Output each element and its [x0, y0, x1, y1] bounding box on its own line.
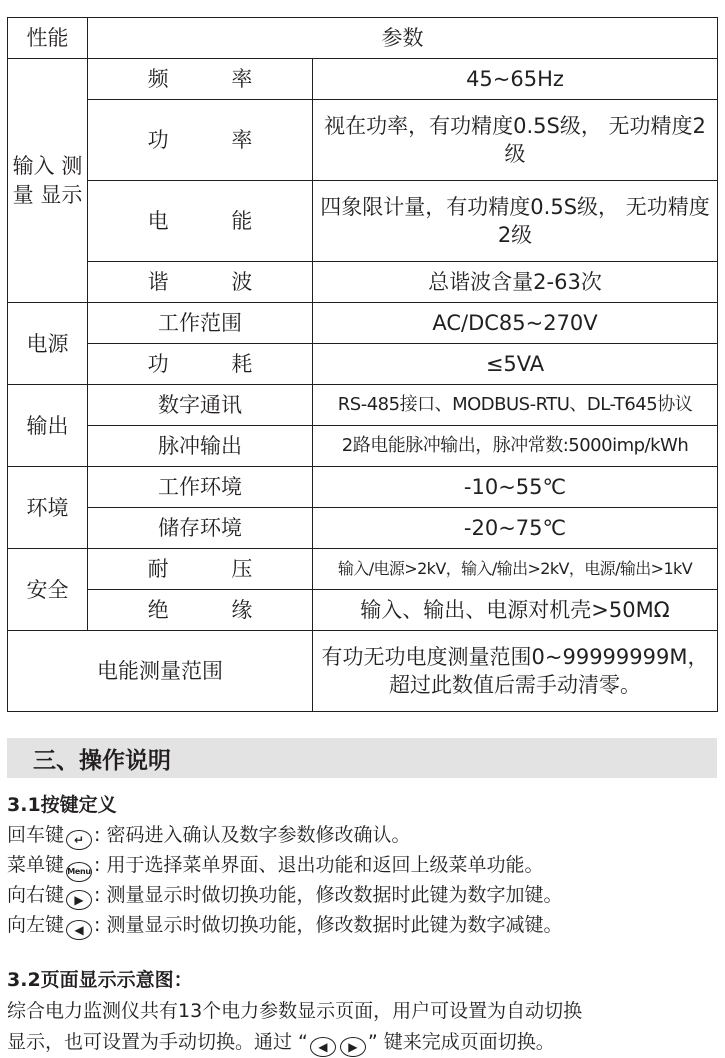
table-row	[8, 262, 718, 303]
group-input: 输入 测量 显示	[8, 59, 88, 303]
right-key-icon: ▶	[340, 1037, 366, 1057]
key-left-label: 向左键	[7, 914, 65, 936]
table-row	[8, 344, 718, 385]
table-header-row	[8, 18, 718, 59]
row-name: 功 耗	[88, 344, 313, 385]
row-value: 视在功率，有功精度0.5S级， 无功精度2级	[313, 100, 718, 181]
key-left-line	[7, 910, 562, 940]
table-row	[8, 426, 718, 467]
row-value: RS-485接口、MODBUS-RTU、DL-T645协议	[313, 385, 718, 426]
row-value: 输入/电源>2kV，输入/输出>2kV，电源/输出>1kV	[313, 549, 718, 590]
row-value: 四象限计量，有功精度0.5S级， 无功精度2级	[313, 181, 718, 262]
left-key-icon: ◀	[310, 1037, 336, 1057]
right-key-icon: ▶	[66, 890, 92, 910]
row-value: -10~55℃	[313, 467, 718, 508]
group-safety: 安全	[8, 549, 88, 631]
row-name: 工作范围	[88, 303, 313, 344]
row-name: 储存环境	[88, 508, 313, 549]
key-menu-label: 菜单键	[7, 854, 65, 876]
page-display-line1: 综合电力监测仪共有13个电力参数显示页面，用户可设置为自动切换	[7, 1000, 583, 1022]
key-enter-desc: : 密码进入确认及数字参数修改确认。	[94, 824, 411, 846]
group-power: 电源	[8, 303, 88, 385]
group-output: 输出	[8, 385, 88, 467]
page-display-line2a: 显示，也可设置为手动切换。通过 “	[7, 1031, 308, 1053]
row-value: 45~65Hz	[313, 59, 718, 100]
table-row	[8, 467, 718, 508]
row-name: 工作环境	[88, 467, 313, 508]
table-row	[8, 59, 718, 100]
row-value: -20~75℃	[313, 508, 718, 549]
table-row	[8, 303, 718, 344]
key-enter-label: 回车键	[7, 824, 65, 846]
table-row	[8, 631, 718, 712]
keys-title: 3.1按键定义	[7, 794, 117, 816]
section-title: 三、操作说明	[33, 748, 171, 774]
section-header	[7, 738, 717, 778]
spec-table	[7, 17, 718, 712]
row-value: 总谐波含量2-63次	[313, 262, 718, 303]
table-row	[8, 549, 718, 590]
key-menu-desc: : 用于选择菜单界面、退出功能和返回上级菜单功能。	[94, 854, 544, 876]
energy-range-value: 有功无功电度测量范围0~99999999M， 超过此数值后需手动清零。	[313, 631, 718, 712]
table-row	[8, 385, 718, 426]
row-name: 耐 压	[88, 549, 313, 590]
row-name: 频 率	[88, 59, 313, 100]
key-menu-line	[7, 850, 543, 882]
energy-range-name: 电能测量范围	[8, 631, 313, 712]
row-name: 谐 波	[88, 262, 313, 303]
header-performance: 性能	[8, 18, 88, 59]
table-row	[8, 590, 718, 631]
group-env: 环境	[8, 467, 88, 549]
key-enter-line	[7, 820, 410, 850]
row-name: 绝 缘	[88, 590, 313, 631]
header-parameters: 参数	[88, 18, 718, 59]
enter-key-icon: ↵	[66, 830, 92, 850]
row-name: 电 能	[88, 181, 313, 262]
page-display-line2	[7, 1027, 555, 1057]
left-key-icon: ◀	[66, 920, 92, 940]
menu-key-icon: Menu	[66, 862, 92, 882]
row-value: 输入、输出、电源对机壳>50MΩ	[313, 590, 718, 631]
key-right-line	[7, 880, 562, 910]
page-display-line2b: ” 键来完成页面切换。	[367, 1031, 555, 1053]
row-name: 数字通讯	[88, 385, 313, 426]
key-left-desc: : 测量显示时做切换功能，修改数据时此键为数字减键。	[94, 914, 563, 936]
row-value: AC/DC85~270V	[313, 303, 718, 344]
key-right-label: 向右键	[7, 884, 65, 906]
table-row	[8, 100, 718, 181]
page-display-title: 3.2页面显示示意图：	[7, 969, 193, 991]
table-row	[8, 181, 718, 262]
row-value: ≤5VA	[313, 344, 718, 385]
key-right-desc: : 测量显示时做切换功能，修改数据时此键为数字加键。	[94, 884, 563, 906]
row-name: 脉冲输出	[88, 426, 313, 467]
table-row	[8, 508, 718, 549]
row-name: 功 率	[88, 100, 313, 181]
row-value: 2路电能脉冲输出，脉冲常数:5000imp/kWh	[313, 426, 718, 467]
